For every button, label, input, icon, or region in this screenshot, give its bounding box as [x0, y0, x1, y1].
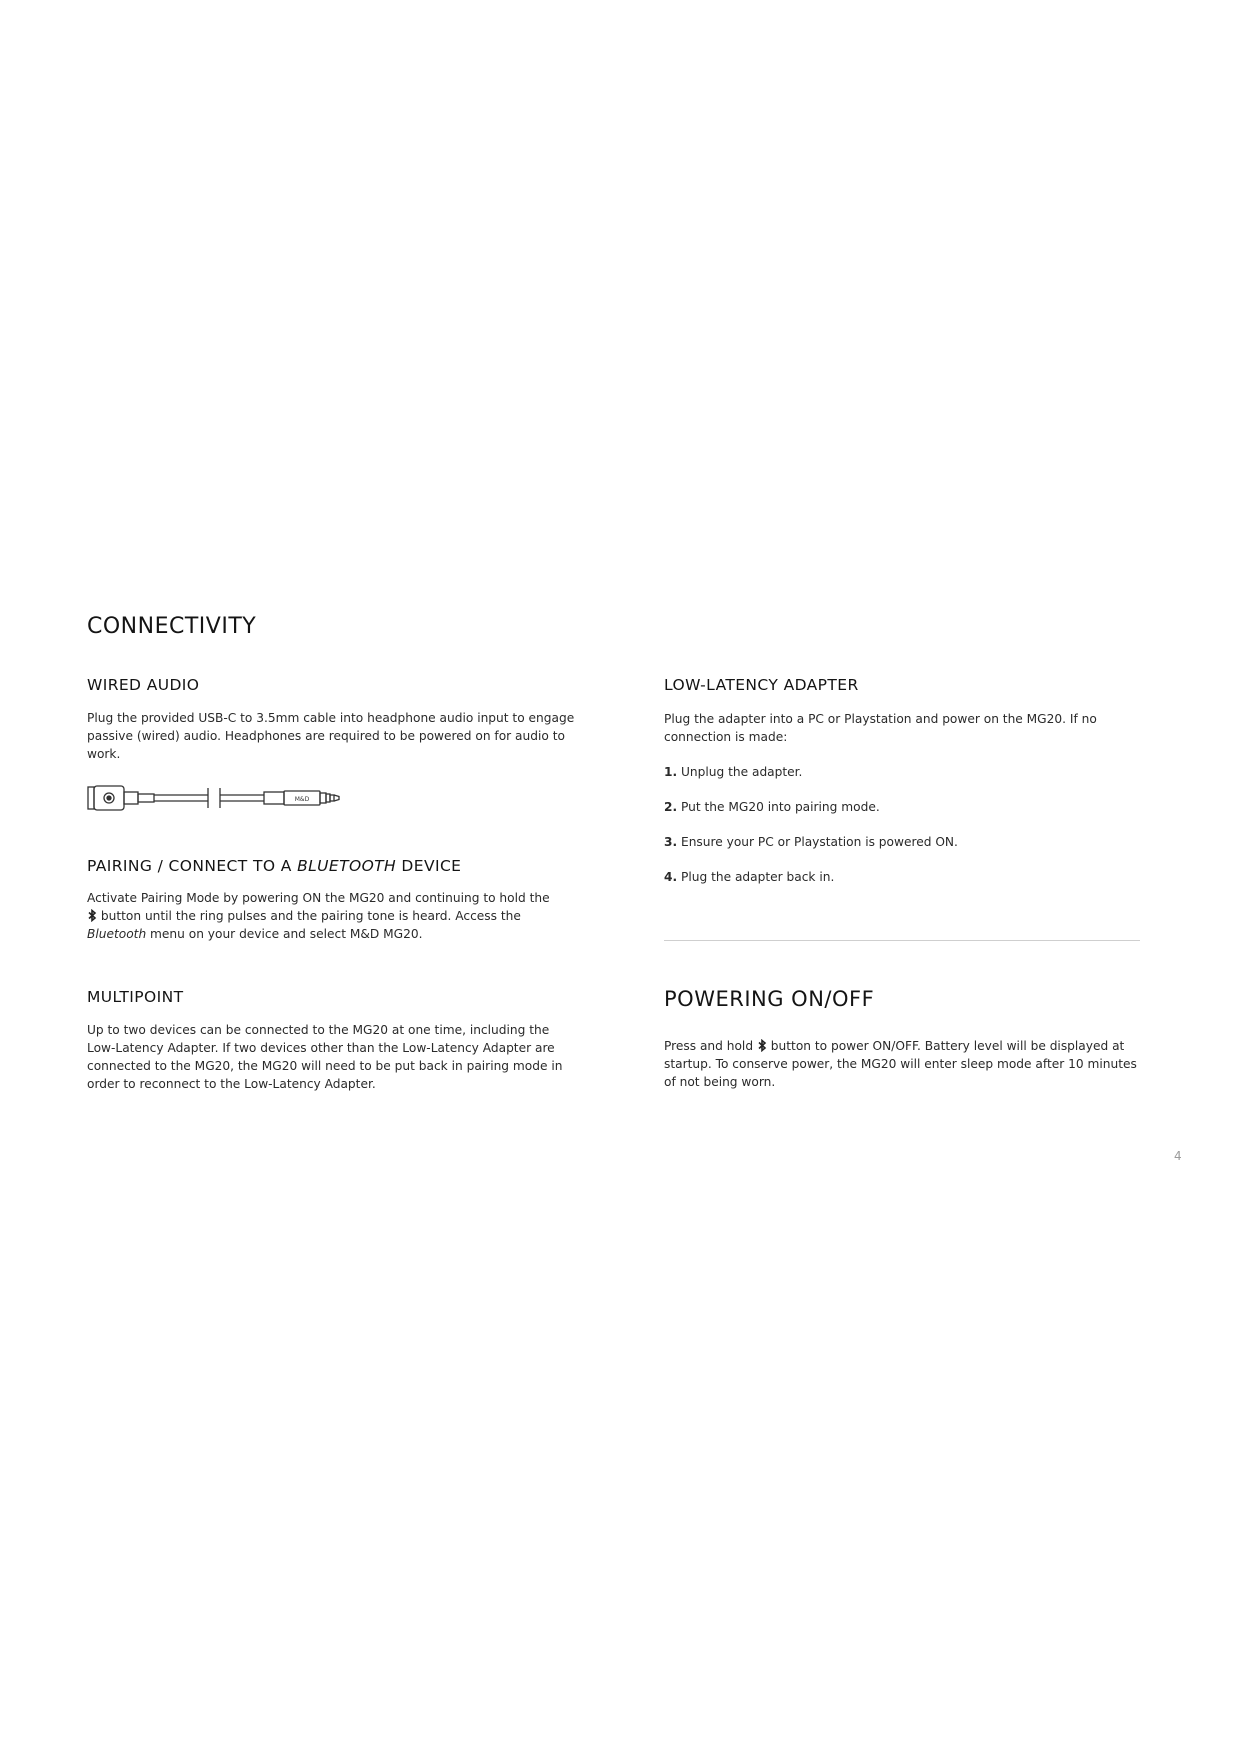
pairing-text-line-2 — [87, 907, 577, 925]
step-number: 3. — [664, 835, 678, 849]
step-text: Put the MG20 into pairing mode. — [677, 800, 880, 814]
pairing-section — [87, 857, 577, 943]
step-text: Plug the adapter back in. — [677, 870, 835, 884]
adapter-step-4 — [664, 868, 1144, 886]
step-number: 4. — [664, 870, 678, 884]
step-number: 1. — [664, 765, 678, 779]
pairing-text — [87, 889, 577, 943]
page-number: 4 — [1174, 1149, 1182, 1163]
pairing-text-line-3 — [87, 925, 577, 943]
pairing-text-3-italic: Bluetooth — [87, 927, 147, 941]
usb-c-to-3.5mm-cable-icon — [86, 784, 346, 814]
section-divider — [664, 940, 1140, 941]
adapter-step-3 — [664, 833, 1144, 851]
bluetooth-icon — [87, 909, 97, 922]
power-section — [664, 987, 1144, 1091]
power-text — [664, 1037, 1142, 1091]
wired-audio-heading: WIRED AUDIO — [87, 676, 200, 694]
adapter-heading: LOW-LATENCY ADAPTER — [664, 676, 859, 694]
power-text-1: Press and hold — [664, 1039, 757, 1053]
pairing-heading-prefix: PAIRING / CONNECT TO A — [87, 857, 298, 875]
step-number: 2. — [664, 800, 678, 814]
step-text: Unplug the adapter. — [677, 765, 803, 779]
cable-label: M&D — [294, 796, 310, 803]
adapter-step-1 — [664, 763, 1144, 781]
page-title: CONNECTIVITY — [87, 614, 257, 639]
adapter-step-2 — [664, 798, 1144, 816]
pairing-heading-italic: BLUETOOTH — [297, 857, 397, 875]
power-text-2: button to power ON/OFF. Battery level will be displayed at startup. To conserve power, the MG20 will enter sleep mode after 10 minutes of not being worn. — [664, 1039, 1137, 1089]
multipoint-heading: MULTIPOINT — [87, 988, 184, 1006]
pairing-text-line-1: Activate Pairing Mode by powering ON the MG20 and continuing to hold the — [87, 891, 550, 905]
bluetooth-icon — [757, 1039, 767, 1052]
power-title: POWERING ON/OFF — [664, 987, 875, 1011]
multipoint-text: Up to two devices can be connected to the MG20 at one time, including the Low-Latency Adapter. If two devices other than the Low-Latency Adapter are connected to the MG20, the MG20 will need to be put back in pairing mode in order to reconnect to the Low-Latency Adapter. — [87, 1023, 563, 1091]
step-text: Ensure your PC or Playstation is powered ON. — [677, 835, 958, 849]
pairing-heading — [87, 857, 577, 875]
wired-audio-text: Plug the provided USB-C to 3.5mm cable into headphone audio input to engage passive (wired) audio. Headphones are required to be powered on for audio to work. — [87, 711, 575, 761]
adapter-section — [664, 676, 1144, 886]
pairing-heading-suffix: DEVICE — [396, 857, 462, 875]
adapter-text: Plug the adapter into a PC or Playstation and power on the MG20. If no connection is made: — [664, 712, 1097, 744]
pairing-text-2: button until the ring pulses and the pairing tone is heard. Access the — [97, 909, 521, 923]
pairing-text-3: menu on your device and select M&D MG20. — [146, 927, 423, 941]
wired-audio-section — [87, 676, 577, 763]
multipoint-section — [87, 988, 577, 1093]
